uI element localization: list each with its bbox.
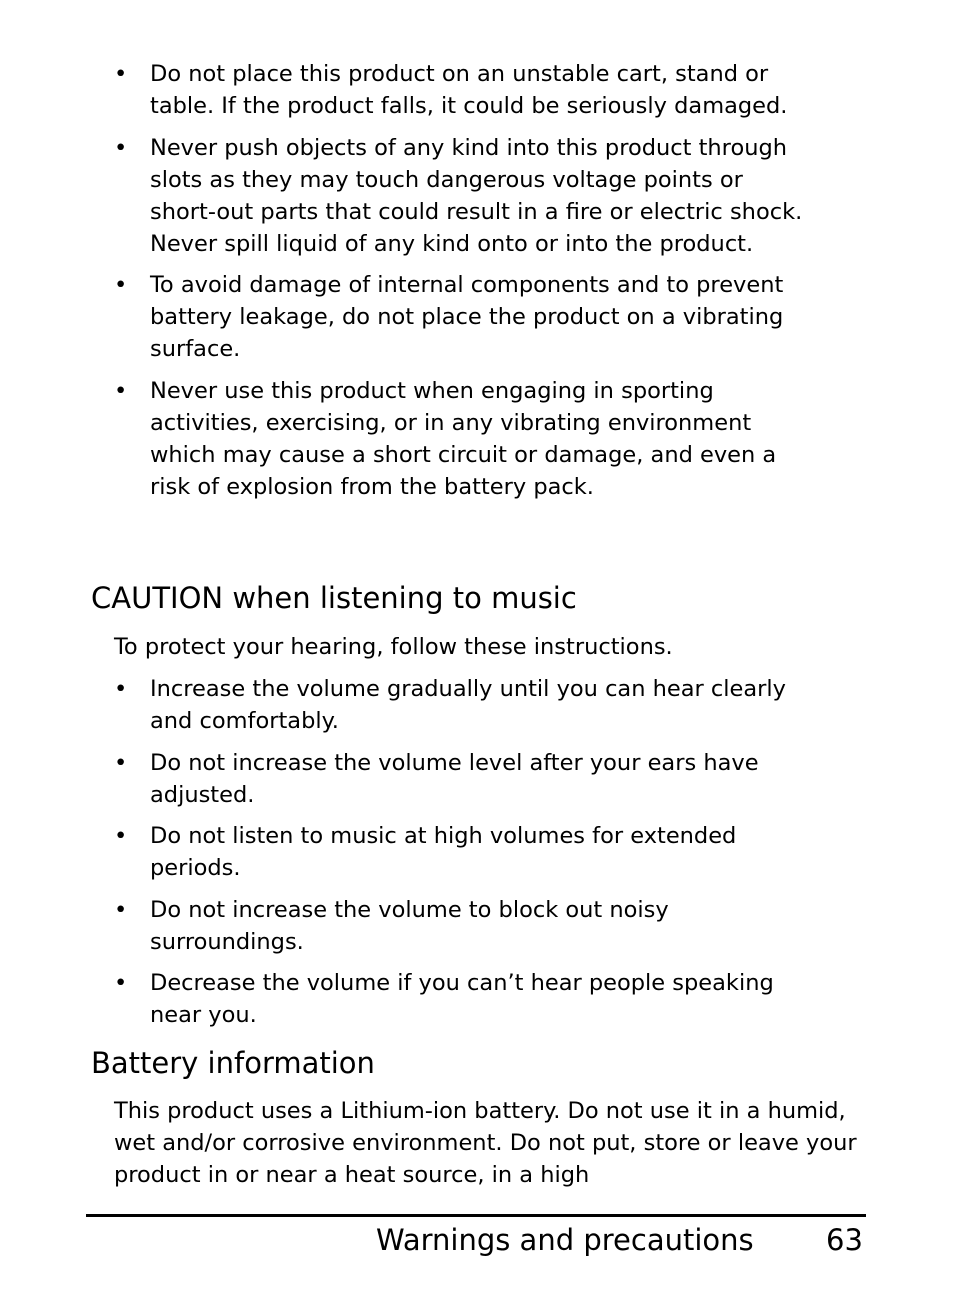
bullet-glyph: • (114, 272, 128, 298)
bullet-glyph: • (114, 61, 128, 87)
bullet-glyph: • (114, 676, 128, 702)
bullet-glyph: • (114, 970, 128, 996)
battery-body: This product uses a Lithium-ion battery. Do not use it in a humid, wet and/or corrosive environment. Do not put, store or leave your product in or near a heat source, in a high (114, 1098, 857, 1188)
list-item-text: Never use this product when engaging in sporting activities, exercising, or in any vibrating environment which may cause a short circuit or damage, and even a risk of explosion from the battery pack. (150, 377, 777, 500)
list-item-text: Decrease the volume if you can’t hear people speaking near you. (150, 970, 774, 1028)
bullet-glyph: • (114, 134, 128, 161)
list-item (114, 747, 814, 811)
footer-section-title: Warnings and precautions (376, 1223, 754, 1257)
list-item (114, 673, 814, 737)
caution-bullet-list (114, 673, 814, 1041)
list-item (114, 269, 814, 365)
list-item-text: Never push objects of any kind into this product through slots as they may touch dangerous voltage points or short-out parts that could result in a fire or electric shock. Never spill liquid of any kind onto or into the product. (150, 134, 803, 257)
page-number: 63 (826, 1223, 863, 1257)
bullet-glyph: • (114, 823, 128, 849)
list-item (114, 820, 814, 884)
bullet-glyph: • (114, 749, 128, 776)
bullet-glyph: • (114, 377, 128, 404)
list-item (114, 375, 814, 503)
list-item-text: Do not place this product on an unstable cart, stand or table. If the product falls, it could be seriously damaged. (150, 61, 788, 119)
list-item (114, 58, 814, 122)
list-item (114, 132, 814, 260)
caution-intro: To protect your hearing, follow these instructions. (114, 634, 673, 660)
list-item-text: To avoid damage of internal components and to prevent battery leakage, do not place the product on a vibrating surface. (150, 272, 784, 362)
list-item (114, 894, 814, 958)
top-bullet-list (114, 58, 814, 512)
caution-heading: CAUTION when listening to music (91, 581, 577, 615)
list-item-text: Do not increase the volume to block out noisy surroundings. (150, 896, 669, 955)
bullet-glyph: • (114, 896, 128, 923)
list-item-text: Do not listen to music at high volumes for extended periods. (150, 823, 737, 881)
battery-heading: Battery information (91, 1046, 375, 1080)
list-item (114, 967, 814, 1031)
footer-divider (86, 1214, 866, 1217)
list-item-text: Do not increase the volume level after your ears have adjusted. (150, 749, 759, 808)
list-item-text: Increase the volume gradually until you can hear clearly and comfortably. (150, 676, 786, 734)
